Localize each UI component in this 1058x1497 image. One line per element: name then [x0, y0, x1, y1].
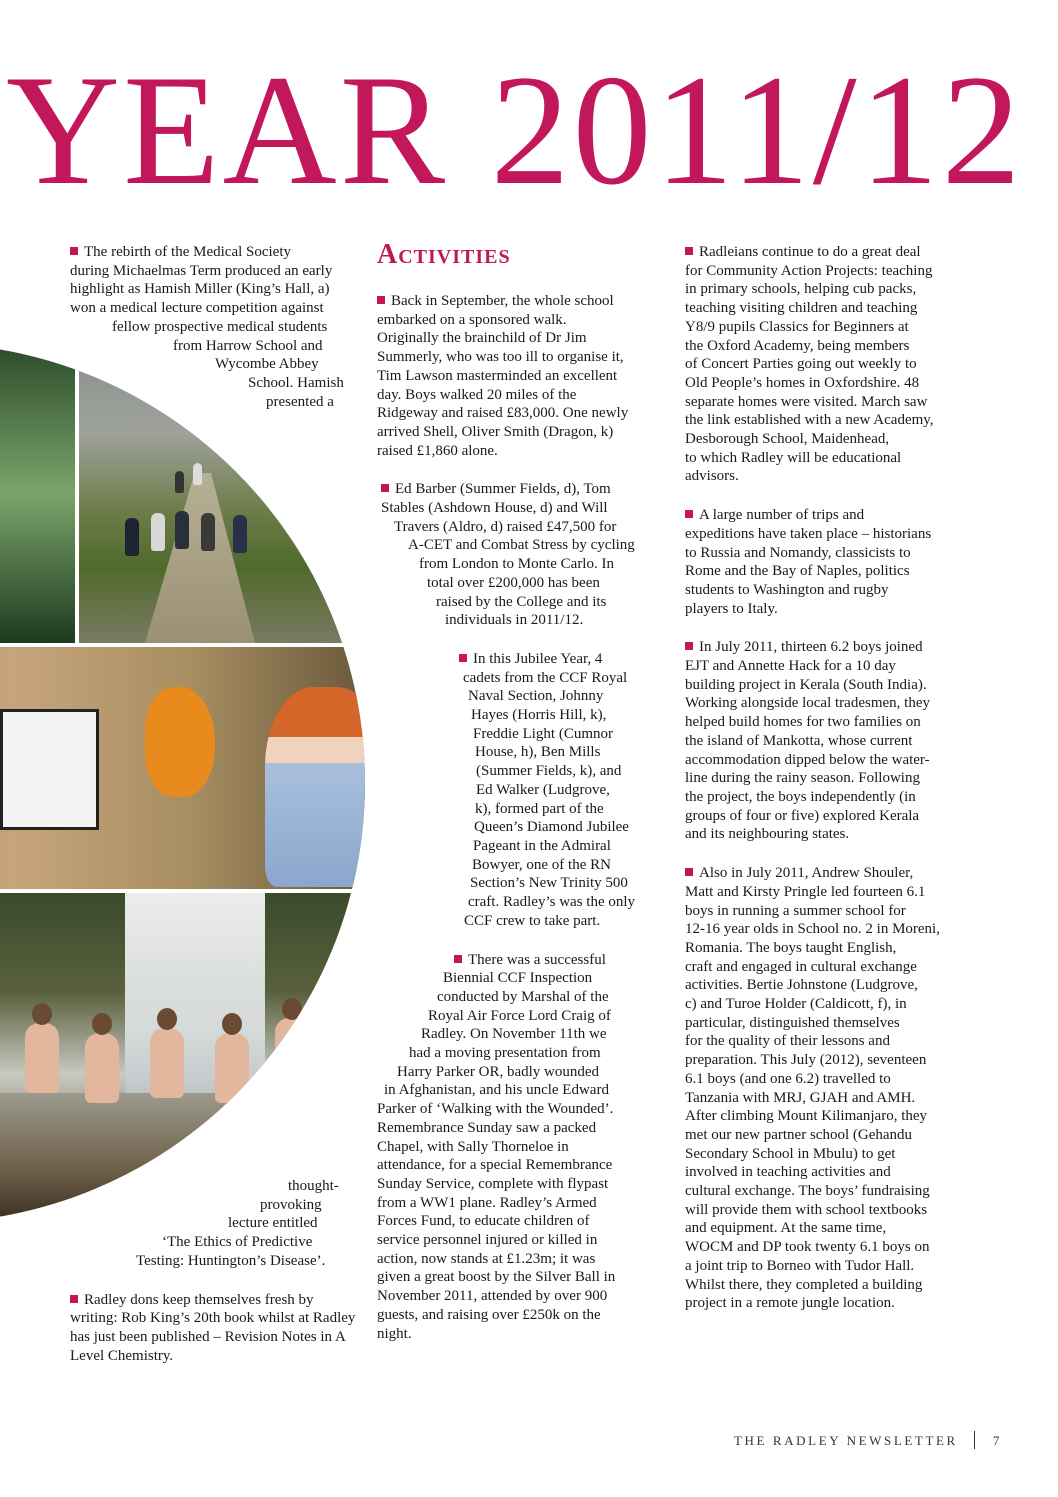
page-headline: YEAR 2011/12	[6, 43, 1024, 218]
right-column	[685, 243, 940, 1333]
footer-divider	[974, 1431, 975, 1449]
trips-expeditions-paragraph: A large number of trips and expeditions have taken place – historians to Russia and Nomandy, classicists to Rome and the Bay of Naples, politics students to Washington and rugby players to Italy.	[685, 507, 932, 617]
ccf-inspection-paragraph: There was a successful Biennial CCF Inspection conducted by Marshal of the Royal Air Force Lord Craig of Radley. On November 11th we had a moving presentation from Harry Parker OR, badly wounded in Afghanistan, and his uncle Edward Parker of ‘Walking with the Wounded’. Remembrance Sunday saw a packed Chapel, with Sally Thorneloe in attendance, for a special Remembrance Sunday Service, complete with flypast from a WW1 plane. Radley’s Armed Forces Fund, to educate children of service personnel injured or killed in action, now stands at £1.23m; it was given a great boost by the Silver Ball in November 2011, attended by over 900 guests, and raising over £250k on the night.	[377, 951, 616, 1342]
medical-society-paragraph-end: thought- provoking lecture entitled ‘The Ethics of Predictive Testing: Huntington’s Disease’.	[136, 1178, 339, 1269]
jubilee-pageant-paragraph: In this Jubilee Year, 4 cadets from the CCF Royal Naval Section, Johnny Hayes (Horris Hill, k), Freddie Light (Cumnor House, h), Ben Mills (Summer Fields, k), and Ed Walker (Ludgrove, k), formed part of the Queen’s Diamond Jubilee Pageant in the Admiral Bowyer, one of the RN Section’s New Trinity 500 craft. Radley’s was the only CCF crew to take part.	[377, 650, 635, 931]
bullet-marker	[459, 654, 467, 662]
bullet-marker	[70, 247, 78, 255]
page-footer	[734, 1431, 999, 1449]
activities-heading: Activities	[377, 239, 511, 270]
sponsored-walk-paragraph: Back in September, the whole school embarked on a sponsored walk. Originally the brainchild of Dr Jim Summerly, who was too ill to organise it, Tim Lawson masterminded an excellent day. Boys walked 20 miles of the Ridgeway and raised £83,000. One newly arrived Shell, Oliver Smith (Dragon, k) raised £1,860 alone.	[377, 293, 629, 459]
art-class-photo	[0, 647, 365, 889]
middle-column	[377, 240, 635, 1363]
bullet-marker	[685, 510, 693, 518]
community-action-paragraph: Radleians continue to do a great deal for Community Action Projects: teaching in primary schools, helping cub packs, teaching visiting children and teaching Y8/9 pupils Classics for Beginners at the Oxford Academy, being members of Concert Parties going out weekly to Old People’s homes in Oxfordshire. 48 separate homes were visited. March saw the link established with a new Academy, Desborough School, Maidenhead, to which Radley will be educational advisors.	[685, 244, 934, 485]
medical-society-paragraph: The rebirth of the Medical Society during Michaelmas Term produced an early highlight as Hamish Miller (King’s Hall, a) won a medical lecture competition against fellow prospective medical students from Harrow School and Wycombe Abbey School. Hamish presented a	[70, 244, 344, 410]
photo-collage-circle	[0, 343, 365, 1223]
cycling-fundraiser-paragraph: Ed Barber (Summer Fields, d), Tom Stables (Ashdown House, d) and Will Travers (Aldro, d) raised £47,500 for A-CET and Combat Stress by cycling from London to Monte Carlo. In total over £200,000 has been raised by the College and its individuals in 2011/12.	[381, 481, 635, 629]
bullet-marker	[454, 955, 462, 963]
bullet-marker	[685, 642, 693, 650]
left-column-continued	[70, 1177, 355, 1385]
bullet-marker	[377, 296, 385, 304]
stage-performance-photo	[0, 343, 77, 643]
kerala-project-paragraph: In July 2011, thirteen 6.2 boys joined EJT and Annette Hack for a 10 day building project in Kerala (South India). Working alongside local tradesmen, they helped build homes for two families on the island of Mankotta, whose current accommodation dipped below the water- line during the rainy season. Following the project, the boys independently (in groups of four or five) explored Kerala and its neighbouring states.	[685, 639, 930, 843]
waterfall-swim-photo	[0, 893, 365, 1223]
bullet-marker	[70, 1295, 78, 1303]
left-column	[70, 243, 344, 431]
publication-name: THE RADLEY NEWSLETTER	[734, 1433, 958, 1448]
bullet-marker	[381, 484, 389, 492]
bullet-marker	[685, 247, 693, 255]
radley-dons-paragraph: Radley dons keep themselves fresh by writing: Rob King’s 20th book whilst at Radley has just been published – Revision Notes in A Level Chemistry.	[70, 1291, 356, 1364]
romania-tanzania-paragraph: Also in July 2011, Andrew Shouler, Matt and Kirsty Pringle led fourteen 6.1 boys in running a summer school for 12-16 year olds in School no. 2 in Moreni, Romania. The boys taught English, craft and engaged in cultural exchange activities. Bertie Johnstone (Ludgrove, c) and Turoe Holder (Caldicott, f), in particular, distinguished themselves for the quality of their lessons and preparation. This July (2012), seventeen 6.1 boys (and one 6.2) travelled to Tanzania with MRJ, GJAH and AMH. After climbing Mount Kilimanjaro, they met our new partner school (Gehandu Secondary School in Mbulu) to get involved in teaching activities and cultural exchange. The boys’ fundraising will provide them with school textbooks and equipment. At the same time, WOCM and DP took twenty 6.1 boys on a joint trip to Borneo with Tudor Hall. Whilst there, they completed a building project in a remote jungle location.	[685, 865, 940, 1312]
page-number: 7	[992, 1433, 1000, 1448]
bullet-marker	[685, 868, 693, 876]
